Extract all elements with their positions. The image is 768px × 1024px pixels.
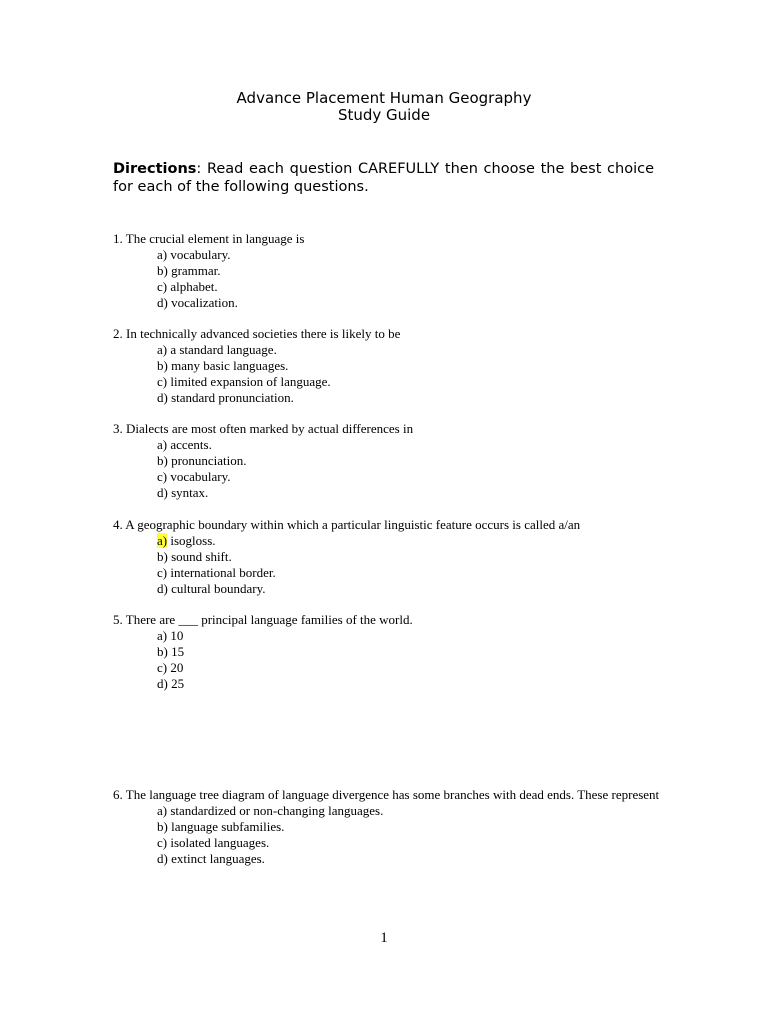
option-d: d) syntax. bbox=[157, 485, 209, 500]
highlighted-answer-marker: a) bbox=[157, 533, 168, 548]
option-d: d) vocalization. bbox=[157, 295, 238, 310]
option-d: d) standard pronunciation. bbox=[157, 390, 294, 405]
option-a: a) 10 bbox=[157, 628, 184, 643]
option-b: b) pronunciation. bbox=[157, 453, 247, 468]
directions-label: Directions bbox=[113, 161, 197, 177]
document-title bbox=[0, 90, 768, 124]
title-line-2: Study Guide bbox=[337, 106, 431, 124]
question-stem: 4. A geographic boundary within which a particular linguistic feature occurs is called a/an bbox=[113, 517, 581, 532]
question-6 bbox=[113, 787, 673, 867]
title-line-1: Advance Placement Human Geography bbox=[236, 89, 532, 107]
directions-paragraph bbox=[113, 160, 654, 196]
question-1 bbox=[113, 231, 673, 311]
question-stem: 6. The language tree diagram of language divergence has some branches with dead ends. These represent bbox=[113, 787, 660, 802]
option-c: c) limited expansion of language. bbox=[157, 374, 331, 389]
question-2 bbox=[113, 326, 673, 406]
option-c: c) international border. bbox=[157, 565, 276, 580]
option-b: b) 15 bbox=[157, 644, 185, 659]
question-stem: 1. The crucial element in language is bbox=[113, 231, 305, 246]
option-a: a) standardized or non-changing languages. bbox=[157, 803, 384, 818]
option-b: b) sound shift. bbox=[157, 549, 232, 564]
option-a: a) a standard language. bbox=[157, 342, 277, 357]
question-stem: 2. In technically advanced societies there is likely to be bbox=[113, 326, 401, 341]
option-c: c) isolated languages. bbox=[157, 835, 270, 850]
option-a: a) accents. bbox=[157, 437, 212, 452]
option-a: a) vocabulary. bbox=[157, 247, 231, 262]
question-5 bbox=[113, 612, 673, 692]
directions-text: : Read each question CAREFULLY then choose the best choice for each of the following questions. bbox=[113, 161, 654, 195]
question-stem: 5. There are ___ principal language families of the world. bbox=[113, 612, 413, 627]
option-d: d) cultural boundary. bbox=[157, 581, 266, 596]
page-number: 1 bbox=[380, 930, 388, 946]
question-3 bbox=[113, 421, 673, 501]
option-d: d) extinct languages. bbox=[157, 851, 265, 866]
option-b: b) language subfamilies. bbox=[157, 819, 285, 834]
question-stem: 3. Dialects are most often marked by actual differences in bbox=[113, 421, 414, 436]
option-a bbox=[113, 533, 673, 549]
option-b: b) many basic languages. bbox=[157, 358, 289, 373]
option-b: b) grammar. bbox=[157, 263, 221, 278]
option-c: c) vocabulary. bbox=[157, 469, 231, 484]
option-a-text: isogloss. bbox=[167, 533, 216, 548]
option-c: c) alphabet. bbox=[157, 279, 218, 294]
question-4 bbox=[113, 517, 673, 597]
option-d: d) 25 bbox=[157, 676, 185, 691]
option-c: c) 20 bbox=[157, 660, 184, 675]
